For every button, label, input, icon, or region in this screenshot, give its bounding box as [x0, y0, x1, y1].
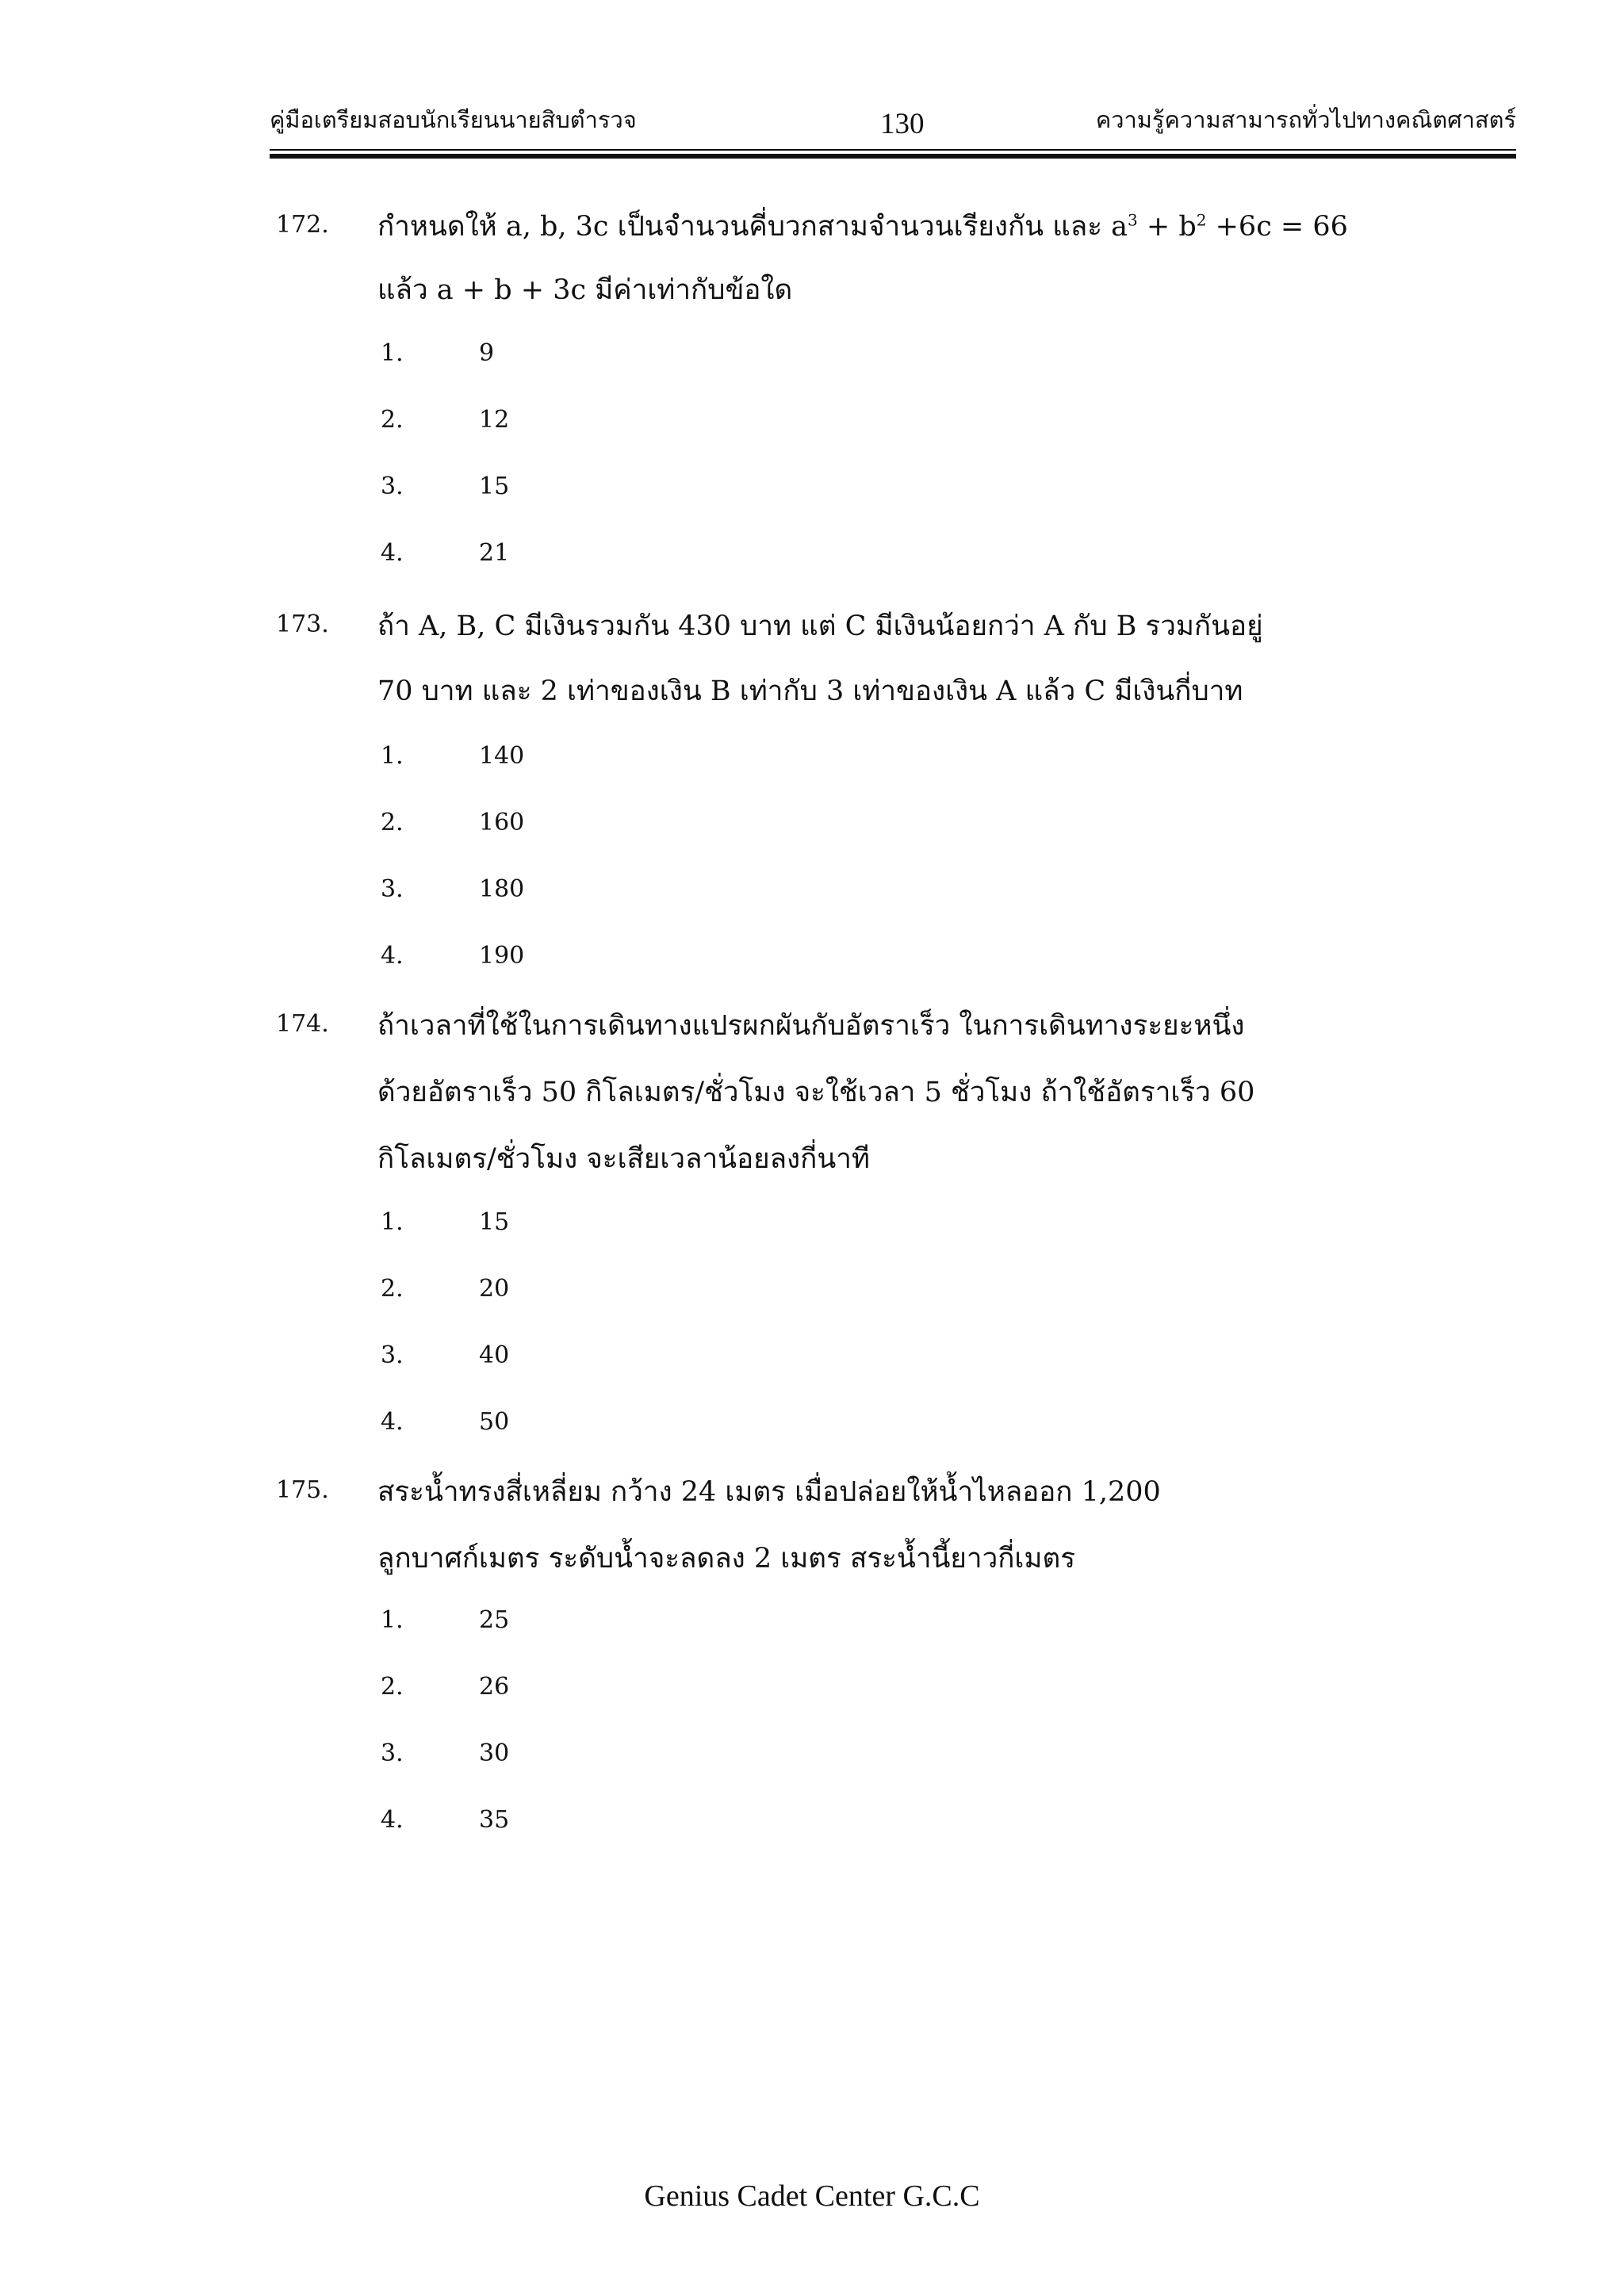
header-rule-thick: [270, 154, 1516, 159]
question-text-line-3: กิโลเมตร/ชั่วโมง จะเสียเวลาน้อยลงกี่นาที: [377, 1143, 870, 1175]
option-3: [381, 1739, 698, 1779]
option-value: 40: [479, 1341, 510, 1369]
question-text: กำหนดให้ a, b, 3c เป็นจำนวนคี่บวกสามจำนวนเรียงกัน และ a: [377, 211, 1128, 243]
option-4: [381, 1408, 698, 1448]
equation-term: + b: [1137, 211, 1197, 243]
option-4: [381, 1806, 698, 1846]
option-value: 25: [479, 1606, 510, 1634]
option-value: 21: [479, 539, 510, 567]
option-value: 30: [479, 1739, 510, 1767]
page-footer: Genius Cadet Center G.C.C: [644, 2179, 980, 2213]
question-number: 172.: [276, 211, 329, 239]
question-text-line-1: ถ้าเวลาที่ใช้ในการเดินทางแปรผกผันกับอัตราเร็ว ในการเดินทางระยะหนึ่ง: [377, 1010, 1245, 1042]
option-value: 50: [479, 1408, 510, 1436]
question-text-line-2: แล้ว a + b + 3c มีค่าเท่ากับข้อใด: [377, 274, 793, 306]
option-value: 9: [479, 339, 495, 367]
equation-rest: +6c = 66: [1206, 211, 1348, 243]
option-3: [381, 875, 698, 915]
option-number: 2.: [381, 1275, 404, 1303]
question-text-line-2: 70 บาท และ 2 เท่าของเงิน B เท่ากับ 3 เท่าของเงิน A แล้ว C มีเงินกี่บาท: [377, 675, 1243, 707]
option-number: 3.: [381, 875, 404, 903]
page-header: [270, 94, 1516, 149]
option-number: 1.: [381, 339, 404, 367]
option-value: 180: [479, 875, 525, 903]
option-value: 160: [479, 809, 525, 836]
option-1: [381, 742, 698, 782]
option-number: 1.: [381, 742, 404, 770]
option-number: 4.: [381, 1408, 404, 1436]
exponent: 2: [1196, 210, 1207, 230]
option-number: 2.: [381, 1673, 404, 1701]
option-4: [381, 539, 698, 579]
question-text-line-1: [377, 205, 1348, 248]
option-value: 15: [479, 473, 510, 500]
option-number: 1.: [381, 1208, 404, 1236]
option-2: [381, 1673, 698, 1712]
option-value: 15: [479, 1208, 510, 1236]
header-rule-thin: [270, 149, 1516, 151]
exponent: 3: [1128, 210, 1138, 230]
option-1: [381, 1208, 698, 1248]
option-number: 3.: [381, 1739, 404, 1767]
option-number: 4.: [381, 539, 404, 567]
option-number: 3.: [381, 473, 404, 500]
option-number: 2.: [381, 809, 404, 836]
header-section-title: ความรู้ความสามารถทั่วไปทางคณิตศาสตร์: [1095, 106, 1516, 133]
question-text-line-1: สระน้ำทรงสี่เหลี่ยม กว้าง 24 เมตร เมื่อปล่อยให้น้ำไหลออก 1,200: [377, 1476, 1161, 1508]
question-text-line-1: ถ้า A, B, C มีเงินรวมกัน 430 บาท แต่ C มีเงินน้อยกว่า A กับ B รวมกันอยู่: [377, 610, 1263, 642]
option-value: 26: [479, 1673, 510, 1701]
option-2: [381, 809, 698, 848]
option-1: [381, 1606, 698, 1646]
question-number: 173.: [276, 610, 329, 638]
option-value: 35: [479, 1806, 510, 1834]
option-value: 20: [479, 1275, 510, 1303]
option-2: [381, 406, 698, 446]
option-3: [381, 473, 698, 512]
header-page-number: 130: [880, 108, 925, 140]
option-value: 140: [479, 742, 525, 770]
option-number: 4.: [381, 942, 404, 970]
question-text-line-2: ด้วยอัตราเร็ว 50 กิโลเมตร/ชั่วโมง จะใช้เวลา 5 ชั่วโมง ถ้าใช้อัตราเร็ว 60: [377, 1077, 1255, 1108]
option-value: 190: [479, 942, 525, 970]
question-number: 175.: [276, 1476, 329, 1504]
option-number: 2.: [381, 406, 404, 434]
question-number: 174.: [276, 1010, 329, 1038]
option-3: [381, 1341, 698, 1381]
option-2: [381, 1275, 698, 1314]
option-number: 4.: [381, 1806, 404, 1834]
question-text-line-2: ลูกบาศก์เมตร ระดับน้ำจะลดลง 2 เมตร สระน้ำนี้ยาวกี่เมตร: [377, 1543, 1075, 1575]
option-1: [381, 339, 698, 379]
option-value: 12: [479, 406, 510, 434]
option-number: 3.: [381, 1341, 404, 1369]
option-number: 1.: [381, 1606, 404, 1634]
option-4: [381, 942, 698, 982]
header-book-title: คู่มือเตรียมสอบนักเรียนนายสิบตำรวจ: [270, 106, 637, 133]
